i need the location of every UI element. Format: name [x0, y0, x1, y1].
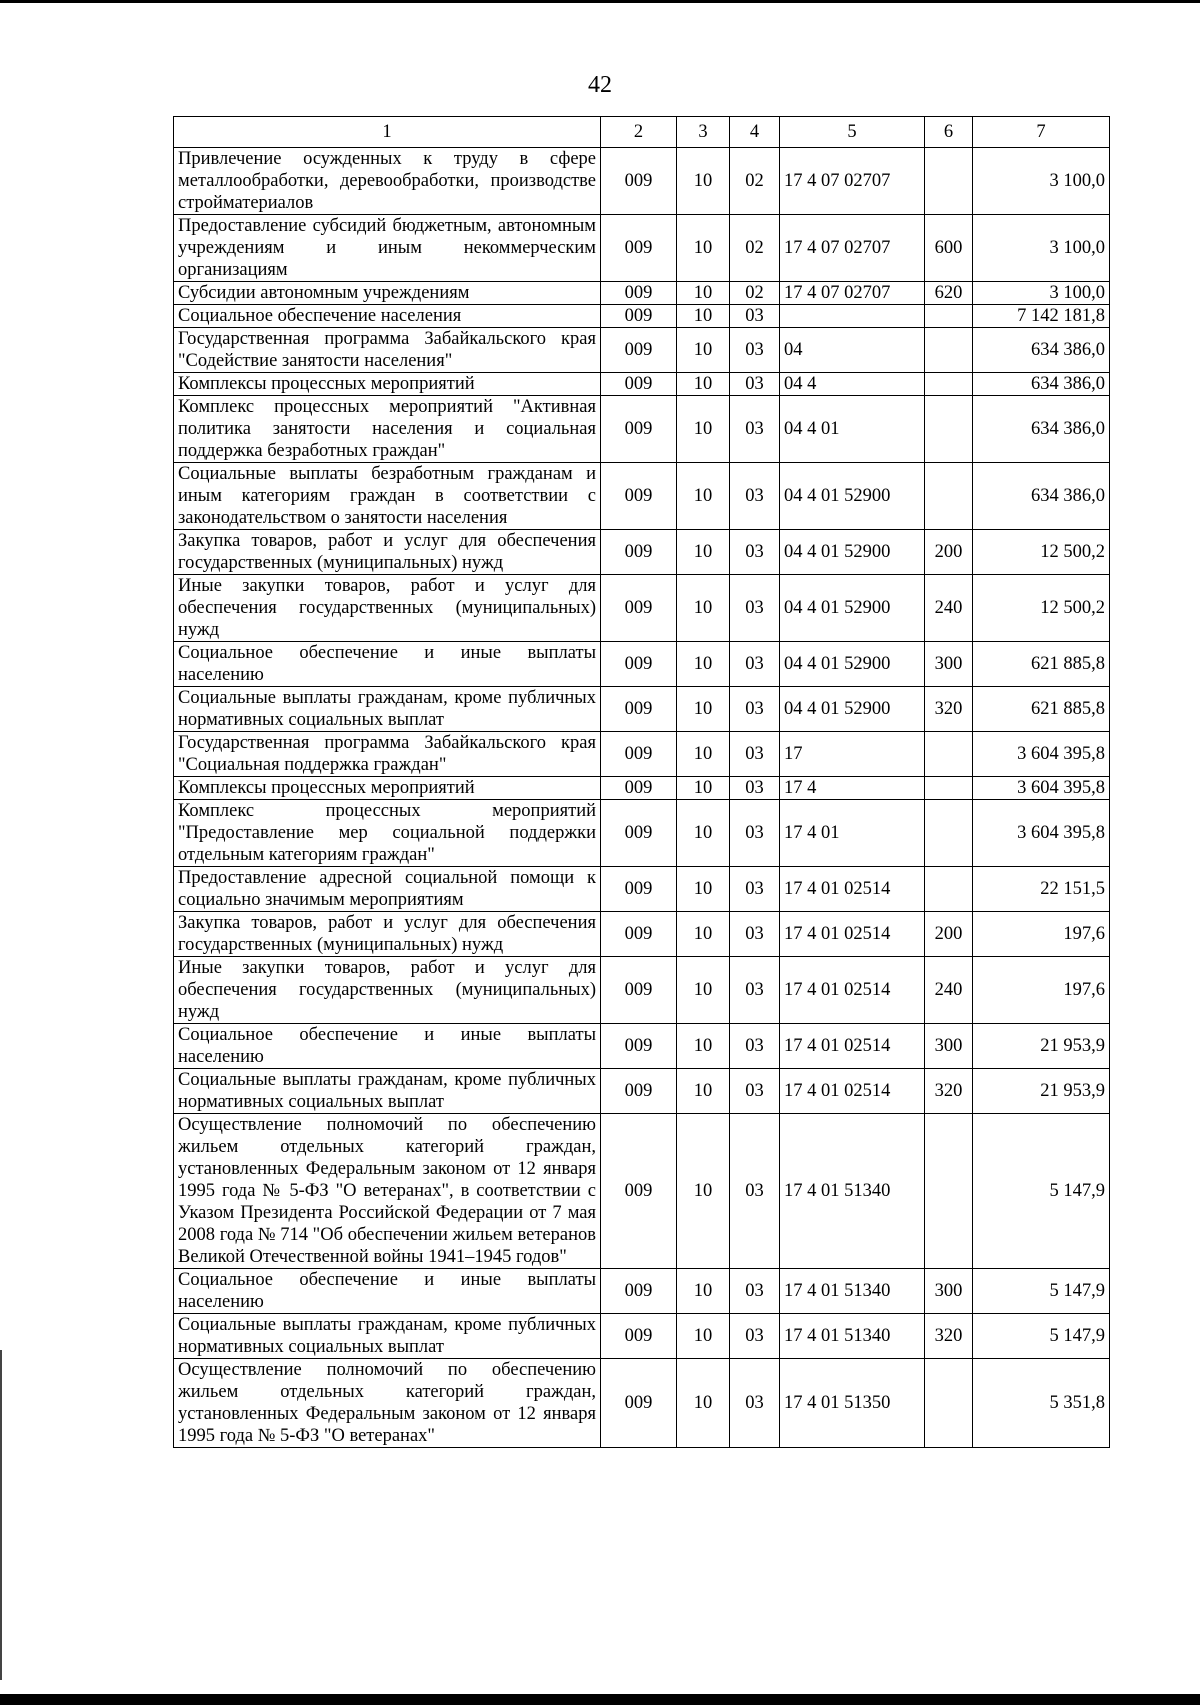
expense-type-cell: 240: [925, 575, 973, 642]
ministry-code-cell: 009: [601, 687, 677, 732]
target-article-cell: [780, 305, 925, 328]
target-article-cell: 04 4 01 52900: [780, 687, 925, 732]
target-article-cell: 17 4 01: [780, 800, 925, 867]
section-code-cell: 10: [677, 575, 730, 642]
expense-type-cell: 240: [925, 957, 973, 1024]
subsection-code-cell: 03: [730, 1024, 780, 1069]
table-body: [174, 148, 1110, 1448]
section-code-cell: 10: [677, 530, 730, 575]
expense-type-cell: [925, 373, 973, 396]
target-article-cell: 04: [780, 328, 925, 373]
ministry-code-cell: 009: [601, 373, 677, 396]
column-header: 2: [601, 117, 677, 148]
ministry-code-cell: 009: [601, 463, 677, 530]
subsection-code-cell: 03: [730, 732, 780, 777]
table-row: [174, 215, 1110, 282]
row-name-cell: Государственная программа Забайкальского края "Социальная поддержка граждан": [174, 732, 601, 777]
table-row: [174, 1314, 1110, 1359]
amount-cell: 634 386,0: [973, 396, 1110, 463]
subsection-code-cell: 03: [730, 1069, 780, 1114]
subsection-code-cell: 03: [730, 575, 780, 642]
expense-type-cell: [925, 396, 973, 463]
table-row: [174, 305, 1110, 328]
table-row: [174, 328, 1110, 373]
target-article-cell: 17 4 07 02707: [780, 215, 925, 282]
target-article-cell: 17 4 01 51340: [780, 1114, 925, 1269]
target-article-cell: 04 4 01 52900: [780, 575, 925, 642]
table-row: [174, 1114, 1110, 1269]
table-row: [174, 1359, 1110, 1448]
ministry-code-cell: 009: [601, 1114, 677, 1269]
header-row: [174, 117, 1110, 148]
ministry-code-cell: 009: [601, 530, 677, 575]
row-name-cell: Закупка товаров, работ и услуг для обеспечения государственных (муниципальных) нужд: [174, 530, 601, 575]
amount-cell: 3 100,0: [973, 215, 1110, 282]
row-name-cell: Социальное обеспечение и иные выплаты населению: [174, 1269, 601, 1314]
subsection-code-cell: 03: [730, 328, 780, 373]
column-header: 5: [780, 117, 925, 148]
row-name-cell: Социальные выплаты гражданам, кроме публичных нормативных социальных выплат: [174, 1314, 601, 1359]
expense-type-cell: [925, 328, 973, 373]
subsection-code-cell: 03: [730, 777, 780, 800]
expense-type-cell: [925, 1114, 973, 1269]
row-name-cell: Субсидии автономным учреждениям: [174, 282, 601, 305]
amount-cell: 3 100,0: [973, 148, 1110, 215]
target-article-cell: 17 4 01 02514: [780, 867, 925, 912]
section-code-cell: 10: [677, 148, 730, 215]
section-code-cell: 10: [677, 1114, 730, 1269]
table-row: [174, 530, 1110, 575]
ministry-code-cell: 009: [601, 575, 677, 642]
expense-type-cell: [925, 800, 973, 867]
target-article-cell: 17 4 01 51340: [780, 1269, 925, 1314]
target-article-cell: 17 4 01 51350: [780, 1359, 925, 1448]
table-row: [174, 800, 1110, 867]
table-row: [174, 1024, 1110, 1069]
column-header: 7: [973, 117, 1110, 148]
amount-cell: 3 604 395,8: [973, 732, 1110, 777]
amount-cell: 634 386,0: [973, 328, 1110, 373]
expense-type-cell: 300: [925, 1024, 973, 1069]
section-code-cell: 10: [677, 912, 730, 957]
table-row: [174, 1069, 1110, 1114]
row-name-cell: Привлечение осужденных к труду в сфере металлообработки, деревообработки, производстве стройматериалов: [174, 148, 601, 215]
target-article-cell: 17 4 01 02514: [780, 912, 925, 957]
section-code-cell: 10: [677, 1069, 730, 1114]
ministry-code-cell: 009: [601, 282, 677, 305]
table-row: [174, 957, 1110, 1024]
ministry-code-cell: 009: [601, 1024, 677, 1069]
target-article-cell: 04 4 01 52900: [780, 463, 925, 530]
table-header: [174, 117, 1110, 148]
row-name-cell: Социальное обеспечение и иные выплаты населению: [174, 1024, 601, 1069]
expense-type-cell: 620: [925, 282, 973, 305]
subsection-code-cell: 03: [730, 530, 780, 575]
ministry-code-cell: 009: [601, 148, 677, 215]
row-name-cell: Социальное обеспечение населения: [174, 305, 601, 328]
row-name-cell: Предоставление адресной социальной помощи к социально значимым мероприятиям: [174, 867, 601, 912]
subsection-code-cell: 03: [730, 800, 780, 867]
column-header: 1: [174, 117, 601, 148]
expense-type-cell: [925, 305, 973, 328]
row-name-cell: Предоставление субсидий бюджетным, автономным учреждениям и иным некоммерческим организациям: [174, 215, 601, 282]
amount-cell: 197,6: [973, 957, 1110, 1024]
ministry-code-cell: 009: [601, 1314, 677, 1359]
table-row: [174, 642, 1110, 687]
subsection-code-cell: 03: [730, 373, 780, 396]
expense-type-cell: 200: [925, 912, 973, 957]
expense-type-cell: 300: [925, 642, 973, 687]
expense-type-cell: 300: [925, 1269, 973, 1314]
row-name-cell: Комплексы процессных мероприятий: [174, 777, 601, 800]
amount-cell: 634 386,0: [973, 463, 1110, 530]
table-row: [174, 575, 1110, 642]
section-code-cell: 10: [677, 1269, 730, 1314]
target-article-cell: 04 4: [780, 373, 925, 396]
subsection-code-cell: 03: [730, 1359, 780, 1448]
table-row: [174, 373, 1110, 396]
expense-type-cell: [925, 732, 973, 777]
amount-cell: 7 142 181,8: [973, 305, 1110, 328]
amount-cell: 5 351,8: [973, 1359, 1110, 1448]
amount-cell: 12 500,2: [973, 575, 1110, 642]
ministry-code-cell: 009: [601, 1069, 677, 1114]
section-code-cell: 10: [677, 373, 730, 396]
row-name-cell: Закупка товаров, работ и услуг для обеспечения государственных (муниципальных) нужд: [174, 912, 601, 957]
scan-edge-left: [0, 1350, 2, 1680]
target-article-cell: 17 4 07 02707: [780, 282, 925, 305]
target-article-cell: 17 4: [780, 777, 925, 800]
subsection-code-cell: 03: [730, 1114, 780, 1269]
amount-cell: 634 386,0: [973, 373, 1110, 396]
column-header: 6: [925, 117, 973, 148]
section-code-cell: 10: [677, 215, 730, 282]
scan-edge-top: [0, 0, 1200, 3]
section-code-cell: 10: [677, 1314, 730, 1359]
target-article-cell: 17 4 07 02707: [780, 148, 925, 215]
section-code-cell: 10: [677, 957, 730, 1024]
amount-cell: 197,6: [973, 912, 1110, 957]
amount-cell: 5 147,9: [973, 1314, 1110, 1359]
section-code-cell: 10: [677, 282, 730, 305]
column-header: 4: [730, 117, 780, 148]
subsection-code-cell: 03: [730, 305, 780, 328]
amount-cell: 21 953,9: [973, 1069, 1110, 1114]
row-name-cell: Социальные выплаты гражданам, кроме публичных нормативных социальных выплат: [174, 687, 601, 732]
section-code-cell: 10: [677, 1024, 730, 1069]
amount-cell: 621 885,8: [973, 642, 1110, 687]
table-row: [174, 148, 1110, 215]
ministry-code-cell: 009: [601, 396, 677, 463]
section-code-cell: 10: [677, 1359, 730, 1448]
ministry-code-cell: 009: [601, 912, 677, 957]
amount-cell: 21 953,9: [973, 1024, 1110, 1069]
section-code-cell: 10: [677, 867, 730, 912]
subsection-code-cell: 03: [730, 1269, 780, 1314]
page-number: 42: [588, 72, 612, 98]
amount-cell: 5 147,9: [973, 1114, 1110, 1269]
amount-cell: 12 500,2: [973, 530, 1110, 575]
target-article-cell: 04 4 01 52900: [780, 642, 925, 687]
target-article-cell: 17: [780, 732, 925, 777]
scan-edge-bottom: [0, 1694, 1200, 1705]
subsection-code-cell: 03: [730, 912, 780, 957]
ministry-code-cell: 009: [601, 777, 677, 800]
row-name-cell: Социальные выплаты гражданам, кроме публичных нормативных социальных выплат: [174, 1069, 601, 1114]
amount-cell: 3 604 395,8: [973, 777, 1110, 800]
subsection-code-cell: 03: [730, 957, 780, 1024]
ministry-code-cell: 009: [601, 642, 677, 687]
expense-type-cell: 320: [925, 1314, 973, 1359]
subsection-code-cell: 02: [730, 282, 780, 305]
subsection-code-cell: 03: [730, 463, 780, 530]
section-code-cell: 10: [677, 305, 730, 328]
ministry-code-cell: 009: [601, 215, 677, 282]
table-row: [174, 867, 1110, 912]
expense-type-cell: [925, 777, 973, 800]
table-row: [174, 1269, 1110, 1314]
expense-type-cell: [925, 463, 973, 530]
ministry-code-cell: 009: [601, 800, 677, 867]
table-row: [174, 687, 1110, 732]
row-name-cell: Осуществление полномочий по обеспечению жильем отдельных категорий граждан, установленных Федеральным законом от 12 января 1995 года № 5-ФЗ "О ветеранах": [174, 1359, 601, 1448]
section-code-cell: 10: [677, 732, 730, 777]
subsection-code-cell: 03: [730, 1314, 780, 1359]
ministry-code-cell: 009: [601, 957, 677, 1024]
column-header: 3: [677, 117, 730, 148]
target-article-cell: 17 4 01 51340: [780, 1314, 925, 1359]
row-name-cell: Комплексы процессных мероприятий: [174, 373, 601, 396]
ministry-code-cell: 009: [601, 328, 677, 373]
expense-type-cell: 200: [925, 530, 973, 575]
budget-table: [173, 116, 1110, 1448]
target-article-cell: 17 4 01 02514: [780, 1024, 925, 1069]
expense-type-cell: [925, 1359, 973, 1448]
expense-type-cell: 600: [925, 215, 973, 282]
amount-cell: 3 604 395,8: [973, 800, 1110, 867]
row-name-cell: Осуществление полномочий по обеспечению жильем отдельных категорий граждан, установленных Федеральным законом от 12 января 1995 года № 5-ФЗ "О ветеранах", в соответствии с Указом Президента Российской Федерации от 7 мая 2008 года № 714 "Об обеспечении жильем ветеранов Великой Отечественной войны 1941–1945 годов": [174, 1114, 601, 1269]
expense-type-cell: 320: [925, 687, 973, 732]
section-code-cell: 10: [677, 396, 730, 463]
subsection-code-cell: 02: [730, 215, 780, 282]
row-name-cell: Комплекс процессных мероприятий "Предоставление мер социальной поддержки отдельным категориям граждан": [174, 800, 601, 867]
row-name-cell: Государственная программа Забайкальского края "Содействие занятости населения": [174, 328, 601, 373]
ministry-code-cell: 009: [601, 732, 677, 777]
expense-type-cell: [925, 867, 973, 912]
subsection-code-cell: 03: [730, 396, 780, 463]
section-code-cell: 10: [677, 800, 730, 867]
target-article-cell: 04 4 01: [780, 396, 925, 463]
table-row: [174, 732, 1110, 777]
table-row: [174, 777, 1110, 800]
subsection-code-cell: 03: [730, 867, 780, 912]
amount-cell: 5 147,9: [973, 1269, 1110, 1314]
expense-type-cell: 320: [925, 1069, 973, 1114]
table-row: [174, 282, 1110, 305]
amount-cell: 621 885,8: [973, 687, 1110, 732]
section-code-cell: 10: [677, 642, 730, 687]
row-name-cell: Комплекс процессных мероприятий "Активная политика занятости населения и социальная поддержка безработных граждан": [174, 396, 601, 463]
ministry-code-cell: 009: [601, 867, 677, 912]
target-article-cell: 17 4 01 02514: [780, 957, 925, 1024]
section-code-cell: 10: [677, 777, 730, 800]
table-row: [174, 912, 1110, 957]
expense-type-cell: [925, 148, 973, 215]
row-name-cell: Иные закупки товаров, работ и услуг для обеспечения государственных (муниципальных) нужд: [174, 957, 601, 1024]
table-row: [174, 463, 1110, 530]
row-name-cell: Социальные выплаты безработным гражданам и иным категориям граждан в соответствии с законодательством о занятости населения: [174, 463, 601, 530]
target-article-cell: 04 4 01 52900: [780, 530, 925, 575]
table-row: [174, 396, 1110, 463]
ministry-code-cell: 009: [601, 1269, 677, 1314]
section-code-cell: 10: [677, 463, 730, 530]
ministry-code-cell: 009: [601, 305, 677, 328]
section-code-cell: 10: [677, 328, 730, 373]
subsection-code-cell: 03: [730, 642, 780, 687]
row-name-cell: Социальное обеспечение и иные выплаты населению: [174, 642, 601, 687]
ministry-code-cell: 009: [601, 1359, 677, 1448]
target-article-cell: 17 4 01 02514: [780, 1069, 925, 1114]
section-code-cell: 10: [677, 687, 730, 732]
subsection-code-cell: 02: [730, 148, 780, 215]
row-name-cell: Иные закупки товаров, работ и услуг для обеспечения государственных (муниципальных) нужд: [174, 575, 601, 642]
amount-cell: 22 151,5: [973, 867, 1110, 912]
subsection-code-cell: 03: [730, 687, 780, 732]
amount-cell: 3 100,0: [973, 282, 1110, 305]
